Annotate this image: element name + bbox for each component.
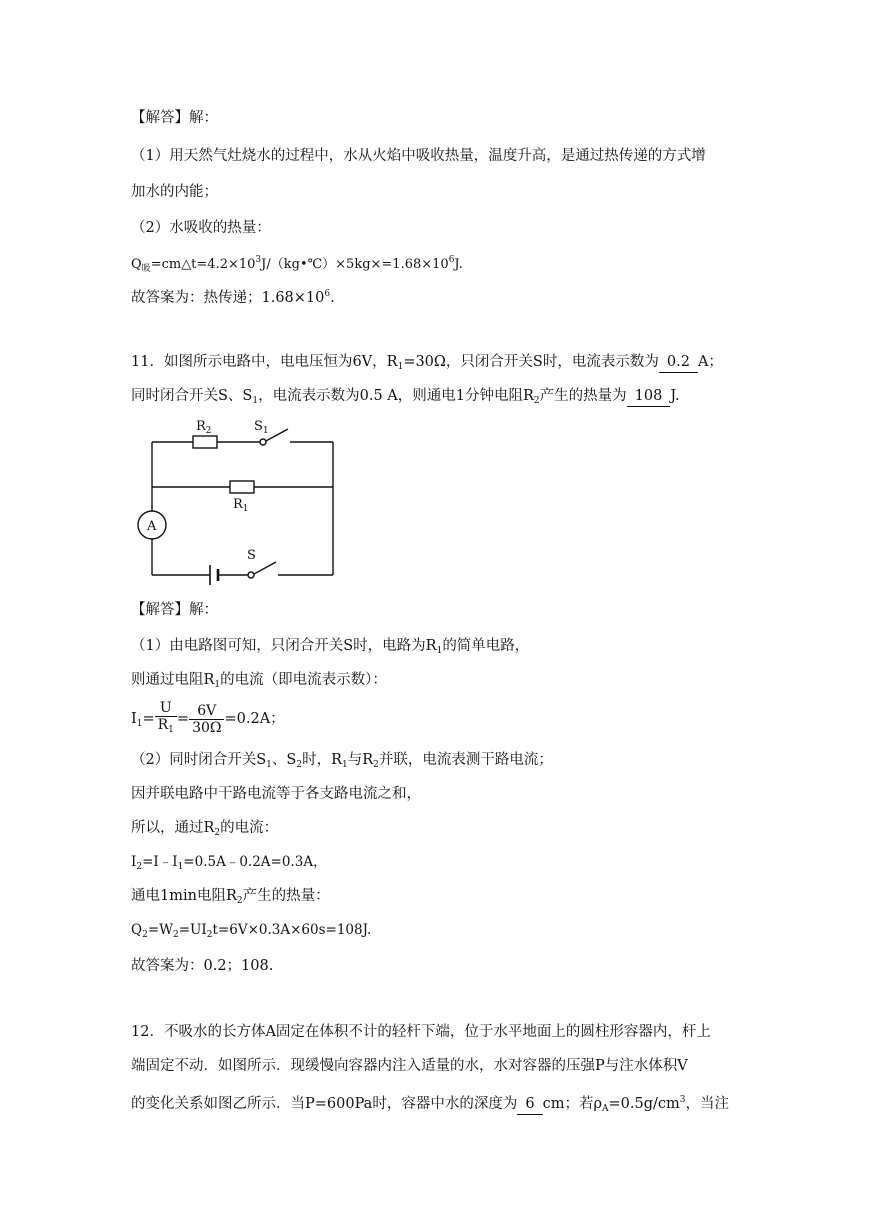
q12-blank-1: 6 — [517, 1094, 542, 1115]
q10-step2: （2）水吸收的热量： — [131, 220, 271, 236]
label-s: S — [247, 548, 256, 563]
switch-s1-contact — [260, 439, 266, 445]
resistor-r2 — [193, 436, 217, 448]
q11-blank-1: 0.2 — [659, 352, 698, 373]
q11-heat-equation: $Q_2=W_2=UI_2t=6V\times 0.3A\times 60s=108J$. — [131, 922, 372, 940]
q11-stem-line2: 同时闭合开关S、$S_1$，电流表示数为0.5 A，则通电1分钟电阻$R_2$产生的热量为 108 J. — [131, 388, 680, 406]
q11-step2-line2: 因并联电路中干路电流等于各支路电流之和， — [131, 786, 421, 802]
resistor-r1 — [230, 481, 254, 493]
label-ammeter: A — [147, 519, 157, 534]
q10-heat-formula: $Q_吸=cm\triangle t=4.2\times 10^3J/(kg•℃)\times 5kg\times=1.68\times 10^6J$. — [131, 255, 463, 274]
q11-step1-line1: （1）由电路图可知，只闭合开关S时，电路为$R_1$的简单电路， — [131, 638, 530, 656]
q11-step2-line3: 所以，通过$R_2$的电流： — [131, 820, 279, 838]
label-s1: $S_1$ — [254, 419, 269, 436]
q12-stem-line1: 12．不吸水的长方体A固定在体积不计的轻杆下端，位于水平地面上的圆柱形容器内，杆上 — [131, 1024, 711, 1040]
q11-step1-line2: 则通过电阻$R_1$的电流（即电流表示数）： — [131, 672, 387, 690]
answer-label-11: 【解答】解： — [131, 602, 218, 618]
switch-s-blade — [254, 562, 276, 574]
label-r1: $R_1$ — [233, 497, 249, 514]
q12-stem-line3: 的变化关系如图乙所示．当P=600Pa时，容器中水的深度为 6 cm；若$\rho_A=0.5g/cm^3$，当注 — [131, 1095, 729, 1114]
q11-current-equation: $I_1=$ $\frac{U}{R_1}$ = $\frac{6V}{30\Omega}$ =0.2A； — [131, 700, 285, 736]
q11-final-answer: 故答案为：0.2；108. — [131, 958, 274, 974]
q10-final-answer: 故答案为：热传递；$1.68\times 10^6$. — [131, 289, 335, 306]
q10-step1-line2: 加水的内能； — [131, 184, 218, 200]
q11-step2-line4: 通电1min电阻$R_2$产生的热量： — [131, 888, 330, 906]
switch-s1-blade — [266, 429, 288, 441]
q12-stem-line2: 端固定不动．如图所示．现缓慢向容器内注入适量的水，水对容器的压强P与注水体积V — [131, 1058, 688, 1074]
q10-step1-line1: （1）用天然气灶烧水的过程中，水从火焰中吸收热量，温度升高，是通过热传递的方式增 — [131, 148, 706, 164]
q11-current-i2-equation: $I_2=I﹣I_1=0.5A﹣0.2A=0.3A$， — [131, 854, 327, 872]
label-r2: $R_2$ — [196, 419, 212, 436]
circuit-diagram — [130, 415, 340, 585]
q11-blank-2: 108 — [627, 386, 671, 407]
q11-stem-line1: 11．如图所示电路中，电电压恒为6V，$R_1=30\Omega$，只闭合开关S时，电流表示数为 0.2 A； — [131, 354, 723, 372]
switch-s-contact — [248, 572, 254, 578]
answer-label-10: 【解答】解： — [131, 110, 218, 126]
q11-step2-line1: （2）同时闭合开关$S_1$、$S_2$时，$R_1$与$R_2$并联，电流表测干路电流； — [131, 752, 553, 770]
